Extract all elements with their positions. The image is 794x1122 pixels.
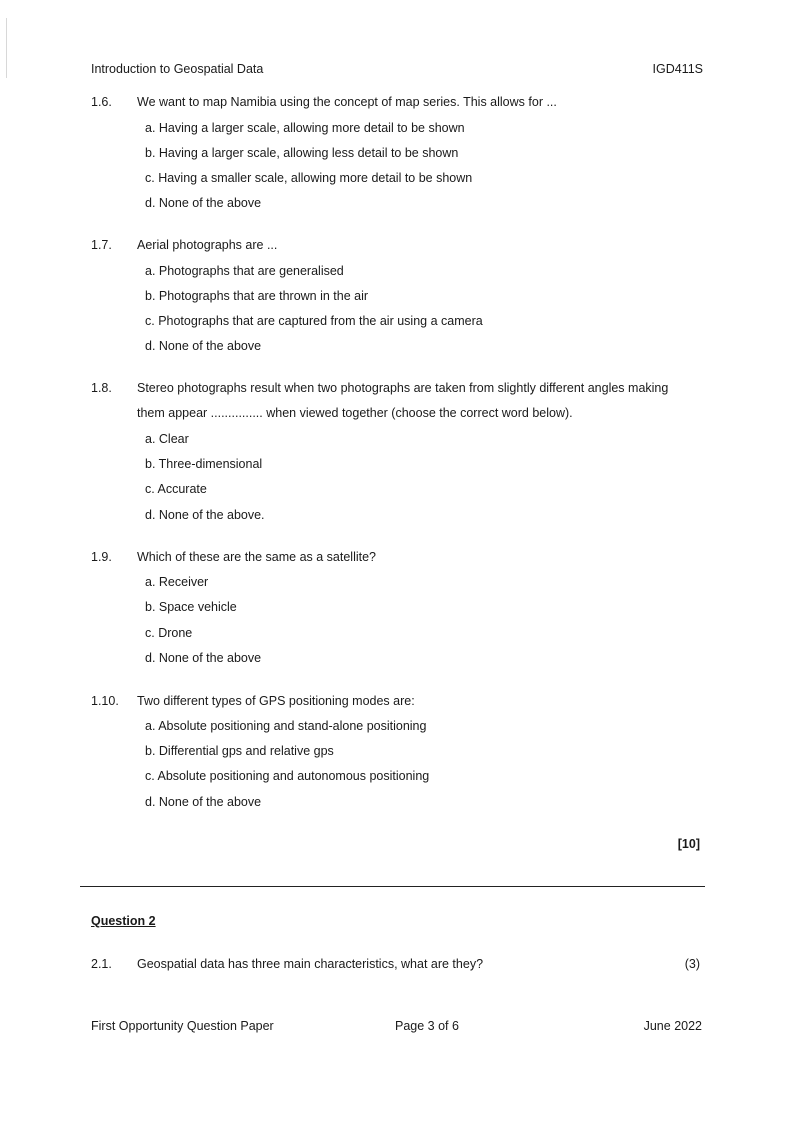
answer-option: b. Having a larger scale, allowing less detail to be shown — [145, 146, 459, 160]
footer-date: June 2022 — [643, 1019, 702, 1033]
answer-option: d. None of the above — [145, 651, 262, 665]
question-stem: Two different types of GPS positioning modes are: — [137, 694, 415, 708]
question-stem-continued: them appear ............... when viewed together (choose the correct word below). — [137, 406, 573, 420]
answer-option: c. Photographs that are captured from the air using a camera — [145, 314, 483, 328]
question-stem: Geospatial data has three main characteristics, what are they? — [137, 957, 484, 971]
question-stem: Aerial photographs are ... — [137, 238, 278, 252]
question-marks: (3) — [684, 957, 700, 971]
section-divider — [80, 886, 705, 887]
answer-option: c. Drone — [145, 626, 193, 640]
question-number: 2.1. — [91, 957, 112, 971]
answer-option: c. Accurate — [145, 482, 207, 496]
answer-option: b. Space vehicle — [145, 600, 237, 614]
answer-option: a. Clear — [145, 432, 189, 446]
question-number: 1.9. — [91, 550, 112, 564]
answer-option: d. None of the above — [145, 795, 262, 809]
question-stem: Stereo photographs result when two photographs are taken from slightly different angles making — [137, 381, 669, 395]
question-2-heading: Question 2 — [91, 914, 156, 928]
answer-option: a. Absolute positioning and stand-alone positioning — [145, 719, 427, 733]
answer-option: b. Photographs that are thrown in the air — [145, 289, 369, 303]
scan-edge-mark — [6, 18, 7, 78]
answer-option: b. Three-dimensional — [145, 457, 263, 471]
answer-option: a. Having a larger scale, allowing more detail to be shown — [145, 121, 465, 135]
question-stem: We want to map Namibia using the concept of map series. This allows for ... — [137, 95, 557, 109]
header-course-code: IGD411S — [652, 62, 703, 76]
question-number: 1.7. — [91, 238, 112, 252]
footer-paper-title: First Opportunity Question Paper — [91, 1019, 274, 1033]
question-number: 1.8. — [91, 381, 112, 395]
answer-option: d. None of the above. — [145, 508, 265, 522]
answer-option: b. Differential gps and relative gps — [145, 744, 334, 758]
question-stem: Which of these are the same as a satellite? — [137, 550, 377, 564]
answer-option: c. Absolute positioning and autonomous positioning — [145, 769, 430, 783]
answer-option: d. None of the above — [145, 339, 262, 353]
question-number: 1.10. — [91, 694, 119, 708]
answer-option: d. None of the above — [145, 196, 262, 210]
answer-option: a. Receiver — [145, 575, 209, 589]
footer-page-number: Page 3 of 6 — [395, 1019, 459, 1033]
question-number: 1.6. — [91, 95, 112, 109]
answer-option: c. Having a smaller scale, allowing more detail to be shown — [145, 171, 473, 185]
section-total-marks: [10] — [677, 837, 700, 851]
answer-option: a. Photographs that are generalised — [145, 264, 344, 278]
header-course-title: Introduction to Geospatial Data — [91, 62, 264, 76]
